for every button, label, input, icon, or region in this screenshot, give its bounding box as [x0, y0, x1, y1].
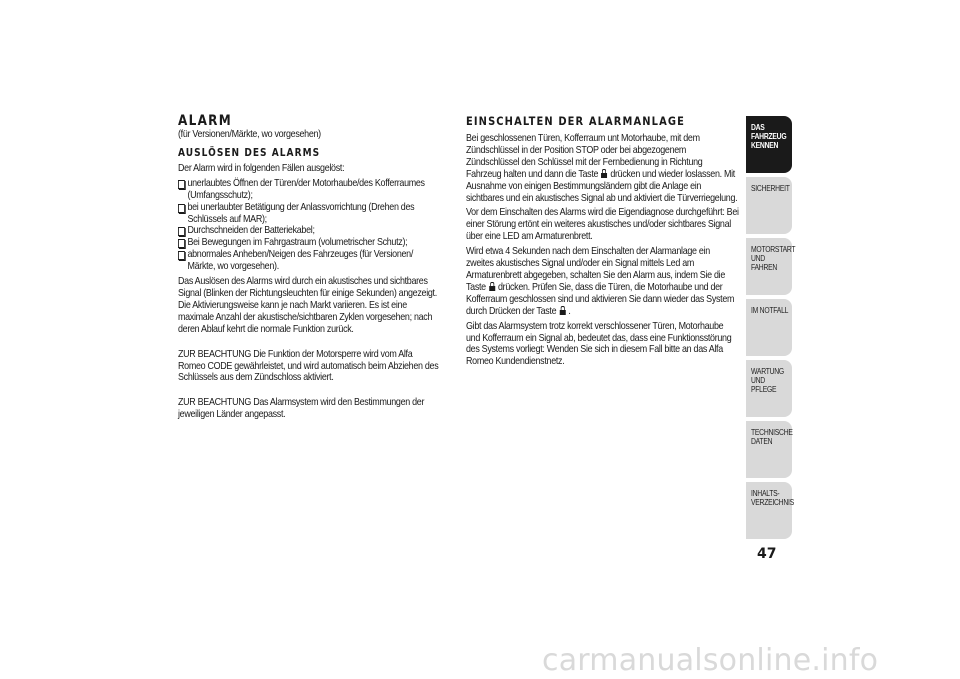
malfunction-paragraph: Gibt das Alarmsystem trotz korrekt verschlossener Türen, Motorhaube und Kofferraum ein Signal ab, bedeutet das, dass eine Funktionsstörung des Systems vorliegt: Wenden Sie sich in diesem Fall bitte an das Alfa Romeo Kundendienstnetz.: [466, 320, 732, 368]
note-engine-immobilizer: ZUR BEACHTUNG Die Funktion der Motorsperre wird vom Alfa Romeo CODE gewährleistet, und wird automatisch beim Abziehen des Schlüssels aus dem Zündschloss aktiviert.: [178, 348, 439, 384]
lock-icon: [559, 306, 565, 315]
list-item: abnormales Anheben/Neigen des Fahrzeuges (für Versionen/ Märkte, wo vorgesehen).: [178, 249, 439, 273]
trigger-heading: AUSLÖSEN DES ALARMS: [178, 146, 321, 159]
tab-technische-daten[interactable]: TECHNISCHE DATEN: [746, 421, 792, 478]
tab-im-notfall[interactable]: IM NOTFALL: [746, 299, 792, 356]
activation-heading: EINSCHALTEN DER ALARMANLAGE: [466, 114, 685, 128]
tab-das-fahrzeug-kennen[interactable]: DAS FAHRZEUG KENNEN: [746, 116, 792, 173]
activation-paragraph: Bei geschlossenen Türen, Kofferraum unt Motorhaube, mit dem Zündschlüssel in der Position STOP oder bei abgezogenem Zündschlüssel den Schlüssel mit der Fernbedienung in Richtung Fahrzeug halten und dann die Taste drücken und wieder loslassen. Mit Ausnahme von einigen Bestimmungsländern gibt die Anlage ein sichtbares und ein akustisches Signal ab und aktiviert die Türverriegelung.: [466, 133, 738, 204]
list-item: bei unerlaubter Betätigung der Anlassvorrichtung (Drehen des Schlüssels auf MAR);: [178, 202, 439, 226]
note-regulations: ZUR BEACHTUNG Das Alarmsystem wird den Bestimmungen der jeweiligen Länder angepasst.: [178, 397, 425, 421]
checkbox-bullet-icon: [178, 180, 185, 189]
list-item: Bei Bewegungen im Fahrgastraum (volumetrischer Schutz);: [178, 237, 439, 249]
trigger-intro: Der Alarm wird in folgenden Fällen ausgelöst:: [178, 162, 345, 174]
tab-motorstart-und-fahren[interactable]: MOTORSTART UND FAHREN: [746, 238, 792, 295]
trigger-list: [178, 178, 439, 273]
right-column: [466, 114, 740, 368]
checkbox-bullet-icon: [178, 251, 185, 260]
checkbox-bullet-icon: [178, 227, 185, 236]
second-signal-paragraph: Wird etwa 4 Sekunden nach dem Einschalten der Alarmanlage ein zweites akustisches Signal und/oder ein Signal mittels Led am Armaturenbrett abgegeben, schalten Sie den Alarm aus, indem Sie die Taste drücken. Prüfen Sie, dass die Türen, die Motorhaube und der Kofferraum geschlossen sind und aktivieren Sie dann wieder das System durch Drücken der Taste .: [466, 246, 735, 317]
alarm-subtitle: (für Versionen/Märkte, wo vorgesehen): [178, 129, 321, 140]
chapter-tabs: [746, 116, 796, 543]
checkbox-bullet-icon: [178, 204, 185, 213]
tab-inhaltsverzeichnis[interactable]: INHALTS- VERZEICHNIS: [746, 482, 792, 539]
left-column: [178, 114, 440, 421]
watermark: carmanualsonline.info: [542, 643, 879, 678]
alarm-heading: ALARM: [178, 113, 233, 129]
page-number: 47: [757, 546, 777, 562]
trigger-description: Das Auslösen des Alarms wird durch ein akustisches und sichtbares Signal (Blinken der Richtungsleuchten für einige Sekunden) angezeigt. Die Aktivierungsweise kann je nach Markt variieren. Es ist eine maximale Anzahl der akustische/sichtbaren Zyklen vorgesehen; nach deren Ablauf kehrt die normale Funktion zurück.: [178, 276, 437, 335]
list-item: unerlaubtes Öffnen der Türen/der Motorhaube/des Kofferraumes (Umfangsschutz);: [178, 178, 439, 202]
self-diagnosis-paragraph: Vor dem Einschalten des Alarms wird die Eigendiagnose durchgeführt: Bei einer Störung ertönt ein weiteres akustisches und/oder sichtbares Signal über eine LED am Armaturenbrett.: [466, 207, 739, 243]
checkbox-bullet-icon: [178, 239, 185, 248]
tab-wartung-und-pflege[interactable]: WARTUNG UND PFLEGE: [746, 360, 792, 417]
lock-icon: [601, 169, 607, 178]
lock-icon: [489, 282, 495, 291]
list-item: Durchschneiden der Batteriekabel;: [178, 225, 439, 237]
tab-sicherheit[interactable]: SICHERHEIT: [746, 177, 792, 234]
